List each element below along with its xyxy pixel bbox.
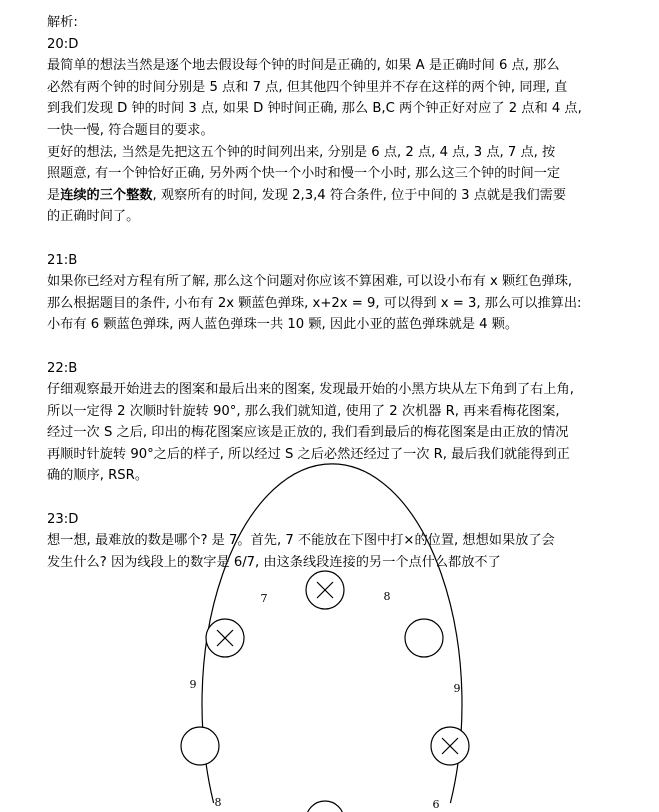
q20-text-line: 一快一慢, 符合题目的要求。 xyxy=(47,122,214,138)
q20-text-line: 照题意, 有一个钟恰好正确, 另外两个快一个小时和慢一个小时, 那么这三个钟的时间一定 xyxy=(47,166,561,182)
q23-label: 23:D xyxy=(47,511,79,527)
node-circle xyxy=(181,727,219,765)
crossed-node xyxy=(206,619,244,657)
q20-text-line: 的正确时间了。 xyxy=(47,209,140,225)
q20-post-text: , 观察所有的时间, 发现 2,3,4 符合条件, 位于中间的 3 点就是我们需要 xyxy=(152,187,567,203)
q22-text-line: 经过一次 S 之后, 印出的梅花图案应该是正放的, 我们看到最后的梅花图案是由正放的情况 xyxy=(47,425,569,441)
q20-text-line-emphasis xyxy=(47,185,627,207)
node-circle xyxy=(306,571,344,609)
q23-text-line: 想一想, 最难放的数是哪个? 是 7。首先, 7 不能放在下图中打×的位置, 想想如果放了会 xyxy=(47,533,555,549)
q22-text-line: 所以一定得 2 次顺时针旋转 90°, 那么我们就知道, 使用了 2 次机器 R, 再来看梅花图案, xyxy=(47,403,560,419)
q21-text-line: 那么根据题目的条件, 小布有 2x 颗蓝色弹珠, x+2x = 9, 可以得到 x = 3, 那么可以推算出: xyxy=(47,295,582,311)
edge-number-label: 9 xyxy=(189,678,197,691)
q21-text-line: 如果你已经对方程有所了解, 那么这个问题对你应该不算困难, 可以设小布有 x 颗红色弹珠, xyxy=(47,274,573,290)
q22-text-line: 仔细观察最开始进去的图案和最后出来的图案, 发现最开始的小黑方块从左下角到了右上角, xyxy=(47,382,574,398)
cross-mark-stroke xyxy=(317,582,333,598)
q20-text-line: 到我们发现 D 钟的时间 3 点, 如果 D 钟时间正确, 那么 B,C 两个钟正好对应了 2 点和 4 点, xyxy=(47,101,582,117)
empty-node xyxy=(405,619,443,657)
edge-number-label: 7 xyxy=(260,592,268,605)
node-circle xyxy=(431,727,469,765)
cross-mark-stroke xyxy=(442,738,458,754)
cross-mark-stroke xyxy=(442,738,458,754)
cross-mark-stroke xyxy=(217,630,233,646)
crossed-node xyxy=(431,727,469,765)
q20-label: 20:D xyxy=(47,36,79,52)
page-heading: 解析: xyxy=(47,15,78,30)
q22-label: 22:B xyxy=(47,360,78,376)
q20-text-line: 最简单的想法当然是逐个地去假设每个钟的时间是正确的, 如果 A 是正确时间 6 点, 那么 xyxy=(47,58,560,74)
q20-pre-text: 是 xyxy=(47,187,61,203)
empty-node xyxy=(306,801,344,812)
q20-text-line: 必然有两个钟的时间分别是 5 点和 7 点, 但其他四个钟里并不存在这样的两个钟, 同理, 直 xyxy=(47,79,568,95)
edge-number-label: 8 xyxy=(383,590,391,603)
edge-number-label: 9 xyxy=(453,682,461,695)
edge-number-label: 6 xyxy=(432,798,440,811)
q23-text-line: 发生什么? 因为线段上的数字是 6/7, 由这条线段连接的另一个点什么都放不了 xyxy=(47,554,501,570)
node-circle xyxy=(206,619,244,657)
solution-page xyxy=(47,12,627,573)
q22-text-line: 再顺时针旋转 90°之后的样子, 所以经过 S 之后必然还经过了一次 R, 最后我们就能得到正 xyxy=(47,446,570,462)
q21-text-line: 小布有 6 颗蓝色弹珠, 两人蓝色弹珠一共 10 颗, 因此小亚的蓝色弹珠就是 4 颗。 xyxy=(47,317,519,333)
q20-text-line: 更好的想法, 当然是先把这五个钟的时间列出来, 分别是 6 点, 2 点, 4 点, 3 点, 7 点, 按 xyxy=(47,144,556,160)
q22-text-line: 确的顺序, RSR。 xyxy=(47,468,149,484)
q21-label: 21:B xyxy=(47,252,78,268)
q20-bold-phrase: 连续的三个整数 xyxy=(60,187,153,203)
empty-node xyxy=(181,727,219,765)
cross-mark-stroke xyxy=(317,582,333,598)
edge-number-label: 8 xyxy=(214,796,222,809)
crossed-node xyxy=(306,571,344,609)
cross-mark-stroke xyxy=(217,630,233,646)
node-circle xyxy=(405,619,443,657)
node-circle xyxy=(306,801,344,812)
